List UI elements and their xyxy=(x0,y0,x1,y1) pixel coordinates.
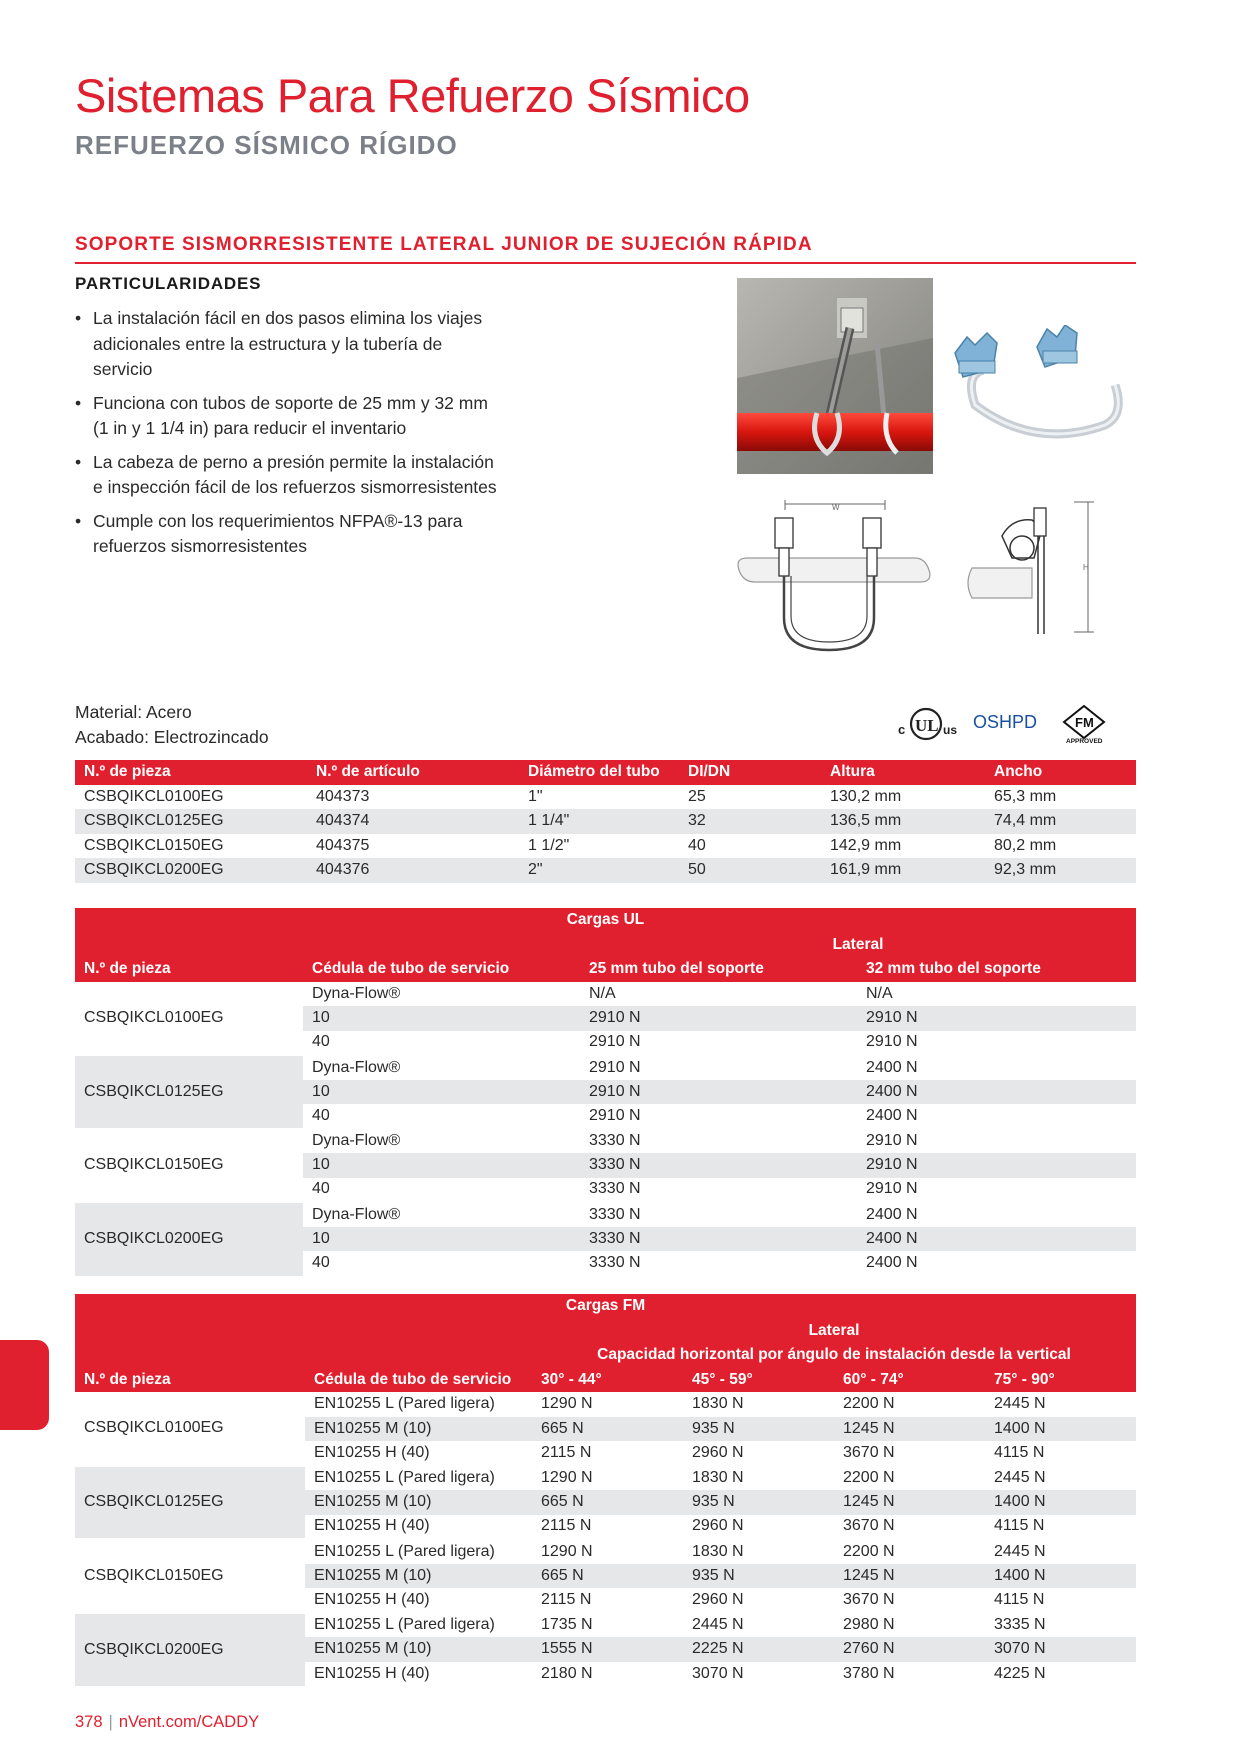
column-header: 30° - 44° xyxy=(532,1368,683,1393)
table-cell: 130,2 mm xyxy=(830,787,902,805)
table-cell: 4115 N xyxy=(994,1443,1045,1461)
table-cell: 142,9 mm xyxy=(830,836,902,854)
table-cell: CSBQIKCL0125EG xyxy=(75,809,307,834)
table-cell: 2400 N xyxy=(866,1106,918,1124)
product-photo xyxy=(945,325,1130,445)
table-cell: EN10255 L (Pared ligera) xyxy=(314,1395,495,1413)
table-cell: EN10255 L (Pared ligera) xyxy=(305,1466,532,1491)
table-cell: N/A xyxy=(589,984,616,1002)
feature-item xyxy=(75,509,505,560)
subgroup-header: Capacidad horizontal por ángulo de instalación desde la vertical xyxy=(532,1343,1136,1368)
table-cell: 1290 N xyxy=(532,1466,683,1491)
table-cell: 2225 N xyxy=(683,1637,834,1662)
table-row xyxy=(75,858,1136,883)
column-header: DI/DN xyxy=(679,760,821,785)
table-header-row xyxy=(75,957,1136,982)
table-cell: 32 xyxy=(679,809,821,834)
table-cell: 1 1/4" xyxy=(519,809,679,834)
table-cell: 3335 N xyxy=(985,1613,1136,1638)
table-row xyxy=(75,809,1136,834)
table-header-row xyxy=(75,760,1136,785)
table-cell: 40 xyxy=(312,1254,330,1272)
table-cell: 2400 N xyxy=(857,1080,1136,1105)
material-text: Material: Acero xyxy=(75,702,192,722)
finish-text: Acabado: Electrozincado xyxy=(75,727,269,747)
table-cell: 4115 N xyxy=(994,1590,1045,1608)
table-cell: EN10255 M (10) xyxy=(305,1637,532,1662)
ul-loads-body xyxy=(75,982,1136,1276)
svg-text:APPROVED: APPROVED xyxy=(1066,738,1103,744)
svg-text:FM: FM xyxy=(1075,715,1094,730)
table-cell: EN10255 H (40) xyxy=(314,1664,430,1682)
table-cell: Dyna-Flow® xyxy=(303,1055,580,1080)
footer-website: nVent.com/CADDY xyxy=(118,1713,260,1731)
column-header: N.º de pieza xyxy=(75,1368,305,1393)
table-cell: 935 N xyxy=(683,1564,834,1589)
table-cell: 92,3 mm xyxy=(985,858,1136,883)
table-cell: CSBQIKCL0100EG xyxy=(84,787,224,805)
column-header: 25 mm tubo del soporte xyxy=(580,957,857,982)
table-row xyxy=(75,785,1136,810)
table-cell: 2" xyxy=(519,858,679,883)
table-cell: 40 xyxy=(312,1180,330,1198)
table-cell: 4225 N xyxy=(994,1664,1046,1682)
table-cell: 161,9 mm xyxy=(821,858,985,883)
table-cell: 2200 N xyxy=(834,1539,985,1564)
table-cell: CSBQIKCL0200EG xyxy=(75,858,307,883)
oshpd-logo: OSHPD xyxy=(973,712,1038,732)
table-cell: 2960 N xyxy=(692,1590,744,1608)
column-header: 60° - 74° xyxy=(834,1368,985,1393)
table-cell: 3330 N xyxy=(589,1254,641,1272)
table-row xyxy=(75,1202,1136,1227)
table-cell: 3670 N xyxy=(843,1590,895,1608)
table-cell: 2400 N xyxy=(857,1055,1136,1080)
table-row xyxy=(75,834,1136,859)
section-title: SOPORTE SISMORRESISTENTE LATERAL JUNIOR DE SUJECIÓN RÁPIDA xyxy=(75,234,813,255)
footer-divider: | xyxy=(108,1713,113,1731)
table-cell: 2400 N xyxy=(857,1202,1136,1227)
table-cell: 1830 N xyxy=(692,1395,744,1413)
fm-loads-table xyxy=(75,1294,1136,1686)
svg-text:UL: UL xyxy=(915,716,939,735)
table-cell: 2445 N xyxy=(683,1613,834,1638)
table-cell: 665 N xyxy=(532,1490,683,1515)
table-title: Cargas FM xyxy=(75,1294,1136,1319)
table-cell: 10 xyxy=(303,1153,580,1178)
ul-loads-table xyxy=(75,908,1136,1276)
table-cell: 3330 N xyxy=(580,1129,857,1154)
table-cell: 2910 N xyxy=(589,1106,641,1124)
table-cell: 404373 xyxy=(316,787,370,805)
table-cell: 3330 N xyxy=(589,1180,641,1198)
table-row xyxy=(75,1613,1136,1638)
table-cell: 2910 N xyxy=(857,1129,1136,1154)
table-cell: 2960 N xyxy=(692,1517,744,1535)
table-cell: 2115 N xyxy=(541,1590,592,1608)
features-list xyxy=(75,306,505,568)
table-cell: 4115 N xyxy=(994,1517,1045,1535)
column-header: N.º de pieza xyxy=(75,957,303,982)
table-cell: 1830 N xyxy=(683,1466,834,1491)
table-cell: 2760 N xyxy=(834,1637,985,1662)
table-cell: 80,2 mm xyxy=(994,836,1057,854)
bullet-icon: • xyxy=(75,308,82,328)
table-cell: EN10255 H (40) xyxy=(314,1443,430,1461)
table-cell: 2910 N xyxy=(866,1033,918,1051)
table-cell: 1400 N xyxy=(985,1417,1136,1442)
certification-logos xyxy=(898,700,1138,744)
table-cell: 74,4 mm xyxy=(985,809,1136,834)
table-cell: 404376 xyxy=(307,858,519,883)
side-view-drawing xyxy=(962,498,1102,638)
table-cell: 65,3 mm xyxy=(994,787,1057,805)
feature-item xyxy=(75,306,505,383)
installation-photo xyxy=(737,278,933,474)
part-number-cell: CSBQIKCL0150EG xyxy=(75,1129,303,1203)
table-cell: 3330 N xyxy=(580,1153,857,1178)
column-header: 32 mm tubo del soporte xyxy=(857,957,1136,982)
ul-logo xyxy=(898,709,957,739)
side-tab-marker xyxy=(0,1340,49,1430)
table-cell: 2910 N xyxy=(589,1033,641,1051)
table-cell: EN10255 M (10) xyxy=(305,1564,532,1589)
part-number-cell: CSBQIKCL0150EG xyxy=(75,1539,305,1613)
table-cell: EN10255 L (Pared ligera) xyxy=(305,1539,532,1564)
table-cell: 40 xyxy=(312,1106,330,1124)
part-number-cell: CSBQIKCL0200EG xyxy=(75,1613,305,1687)
table-cell: 10 xyxy=(303,1227,580,1252)
table-cell: 2910 N xyxy=(580,1080,857,1105)
table-cell: 50 xyxy=(679,858,821,883)
group-header: Lateral xyxy=(580,933,1136,958)
column-header: Altura xyxy=(821,760,985,785)
bullet-icon: • xyxy=(75,451,82,472)
table-cell: 2400 N xyxy=(857,1227,1136,1252)
svg-text:c: c xyxy=(898,722,906,737)
table-cell: EN10255 H (40) xyxy=(314,1590,430,1608)
table-cell: 665 N xyxy=(532,1417,683,1442)
height-label: H xyxy=(1083,563,1089,572)
table-cell: 1245 N xyxy=(834,1417,985,1442)
part-number-cell: CSBQIKCL0125EG xyxy=(75,1055,303,1129)
feature-text: La instalación fácil en dos pasos elimina los viajes adicionales entre la estructura y la tubería de servicio xyxy=(93,308,483,379)
table-cell: 40 xyxy=(312,1033,330,1051)
feature-item xyxy=(75,450,505,501)
table-cell: 136,5 mm xyxy=(821,809,985,834)
table-cell: 1735 N xyxy=(532,1613,683,1638)
table-cell: 2910 N xyxy=(857,1153,1136,1178)
svg-text:us: us xyxy=(943,723,958,737)
feature-text: Funciona con tubos de soporte de 25 mm y 32 mm (1 in y 1 1/4 in) para reducir el inventario xyxy=(93,392,488,438)
width-label: W xyxy=(832,503,840,512)
table-cell: Dyna-Flow® xyxy=(303,1202,580,1227)
table-cell: 665 N xyxy=(532,1564,683,1589)
table-row xyxy=(75,1129,1136,1154)
table-cell: 935 N xyxy=(683,1490,834,1515)
table-cell: 3330 N xyxy=(580,1202,857,1227)
table-cell: Dyna-Flow® xyxy=(303,1129,580,1154)
fm-approved-logo xyxy=(1064,706,1104,744)
features-heading: PARTICULARIDADES xyxy=(75,274,262,293)
table-row xyxy=(75,1055,1136,1080)
column-header: N.º de pieza xyxy=(75,760,307,785)
table-cell: 3070 N xyxy=(692,1664,744,1682)
part-number-cell: CSBQIKCL0200EG xyxy=(75,1202,303,1276)
table-cell: 3670 N xyxy=(843,1517,895,1535)
table-cell: 1 1/2" xyxy=(528,836,570,854)
table-cell: CSBQIKCL0150EG xyxy=(84,836,224,854)
table-cell: EN10255 H (40) xyxy=(314,1517,430,1535)
table-cell: 1555 N xyxy=(532,1637,683,1662)
table-cell: 2180 N xyxy=(541,1664,593,1682)
table-cell: 2115 N xyxy=(541,1517,592,1535)
table-cell: 2445 N xyxy=(985,1466,1136,1491)
table-cell: 2445 N xyxy=(985,1539,1136,1564)
table-cell: 404375 xyxy=(316,836,370,854)
material-info xyxy=(75,700,269,750)
table-title: Cargas UL xyxy=(75,908,1136,933)
table-row xyxy=(75,982,1136,1007)
column-header: Diámetro del tubo xyxy=(519,760,679,785)
table-cell: 10 xyxy=(303,1080,580,1105)
table-row xyxy=(75,1392,1136,1417)
table-cell: 2910 N xyxy=(866,1180,918,1198)
bullet-icon: • xyxy=(75,510,82,531)
table-cell: EN10255 M (10) xyxy=(305,1490,532,1515)
page-title: Sistemas Para Refuerzo Sísmico xyxy=(75,69,750,122)
bullet-icon: • xyxy=(75,392,82,413)
table-cell: 40 xyxy=(688,836,706,854)
table-header-row xyxy=(75,1368,1136,1393)
page-footer xyxy=(75,1713,259,1732)
page-subtitle: REFUERZO SÍSMICO RÍGIDO xyxy=(75,130,458,160)
column-header: N.º de artículo xyxy=(307,760,519,785)
table-cell: 2200 N xyxy=(834,1466,985,1491)
fm-loads-body xyxy=(75,1392,1136,1686)
table-cell: EN10255 M (10) xyxy=(305,1417,532,1442)
table-cell: 1400 N xyxy=(985,1564,1136,1589)
table-cell: 3070 N xyxy=(985,1637,1136,1662)
front-view-drawing xyxy=(735,498,935,658)
table-cell: EN10255 L (Pared ligera) xyxy=(305,1613,532,1638)
table-cell: 2445 N xyxy=(994,1395,1046,1413)
feature-text: La cabeza de perno a presión permite la instalación e inspección fácil de los refuerzos sismorresistentes xyxy=(93,451,497,497)
feature-text: Cumple con los requerimientos NFPA®-13 para refuerzos sismorresistentes xyxy=(93,510,463,556)
table-cell: 2960 N xyxy=(692,1443,744,1461)
feature-item xyxy=(75,391,505,442)
table-cell: 1400 N xyxy=(985,1490,1136,1515)
table-cell: 1245 N xyxy=(834,1564,985,1589)
table-cell: 1290 N xyxy=(541,1395,593,1413)
table-cell: 25 xyxy=(688,787,706,805)
column-header: Cédula de tubo de servicio xyxy=(305,1368,532,1393)
table-cell: 2910 N xyxy=(857,1006,1136,1031)
table-cell: 2910 N xyxy=(580,1055,857,1080)
group-header: Lateral xyxy=(532,1319,1136,1344)
dimensions-table xyxy=(75,760,1136,883)
table-cell: 935 N xyxy=(683,1417,834,1442)
column-header: Cédula de tubo de servicio xyxy=(303,957,580,982)
table-cell: Dyna-Flow® xyxy=(312,984,401,1002)
table-cell: 2400 N xyxy=(866,1254,918,1272)
table-cell: 2980 N xyxy=(834,1613,985,1638)
table-cell: 2200 N xyxy=(843,1395,895,1413)
table-cell: 3330 N xyxy=(580,1227,857,1252)
table-cell: 1" xyxy=(528,787,543,805)
table-cell: 2910 N xyxy=(580,1006,857,1031)
column-header: Ancho xyxy=(985,760,1136,785)
column-header: 75° - 90° xyxy=(985,1368,1136,1393)
table-cell: 1830 N xyxy=(683,1539,834,1564)
part-number-cell: CSBQIKCL0125EG xyxy=(75,1466,305,1540)
table-row xyxy=(75,1466,1136,1491)
table-cell: 404374 xyxy=(307,809,519,834)
table-cell: N/A xyxy=(866,984,893,1002)
section-divider xyxy=(75,262,1136,264)
table-row xyxy=(75,1539,1136,1564)
table-cell: 3670 N xyxy=(843,1443,895,1461)
page-number: 378 xyxy=(75,1713,103,1731)
table-cell: 3780 N xyxy=(843,1664,895,1682)
table-cell: 1290 N xyxy=(532,1539,683,1564)
part-number-cell: CSBQIKCL0100EG xyxy=(75,982,303,1056)
table-cell: 1245 N xyxy=(834,1490,985,1515)
table-cell: 10 xyxy=(303,1006,580,1031)
part-number-cell: CSBQIKCL0100EG xyxy=(75,1392,305,1466)
table-cell: 2115 N xyxy=(541,1443,592,1461)
column-header: 45° - 59° xyxy=(683,1368,834,1393)
